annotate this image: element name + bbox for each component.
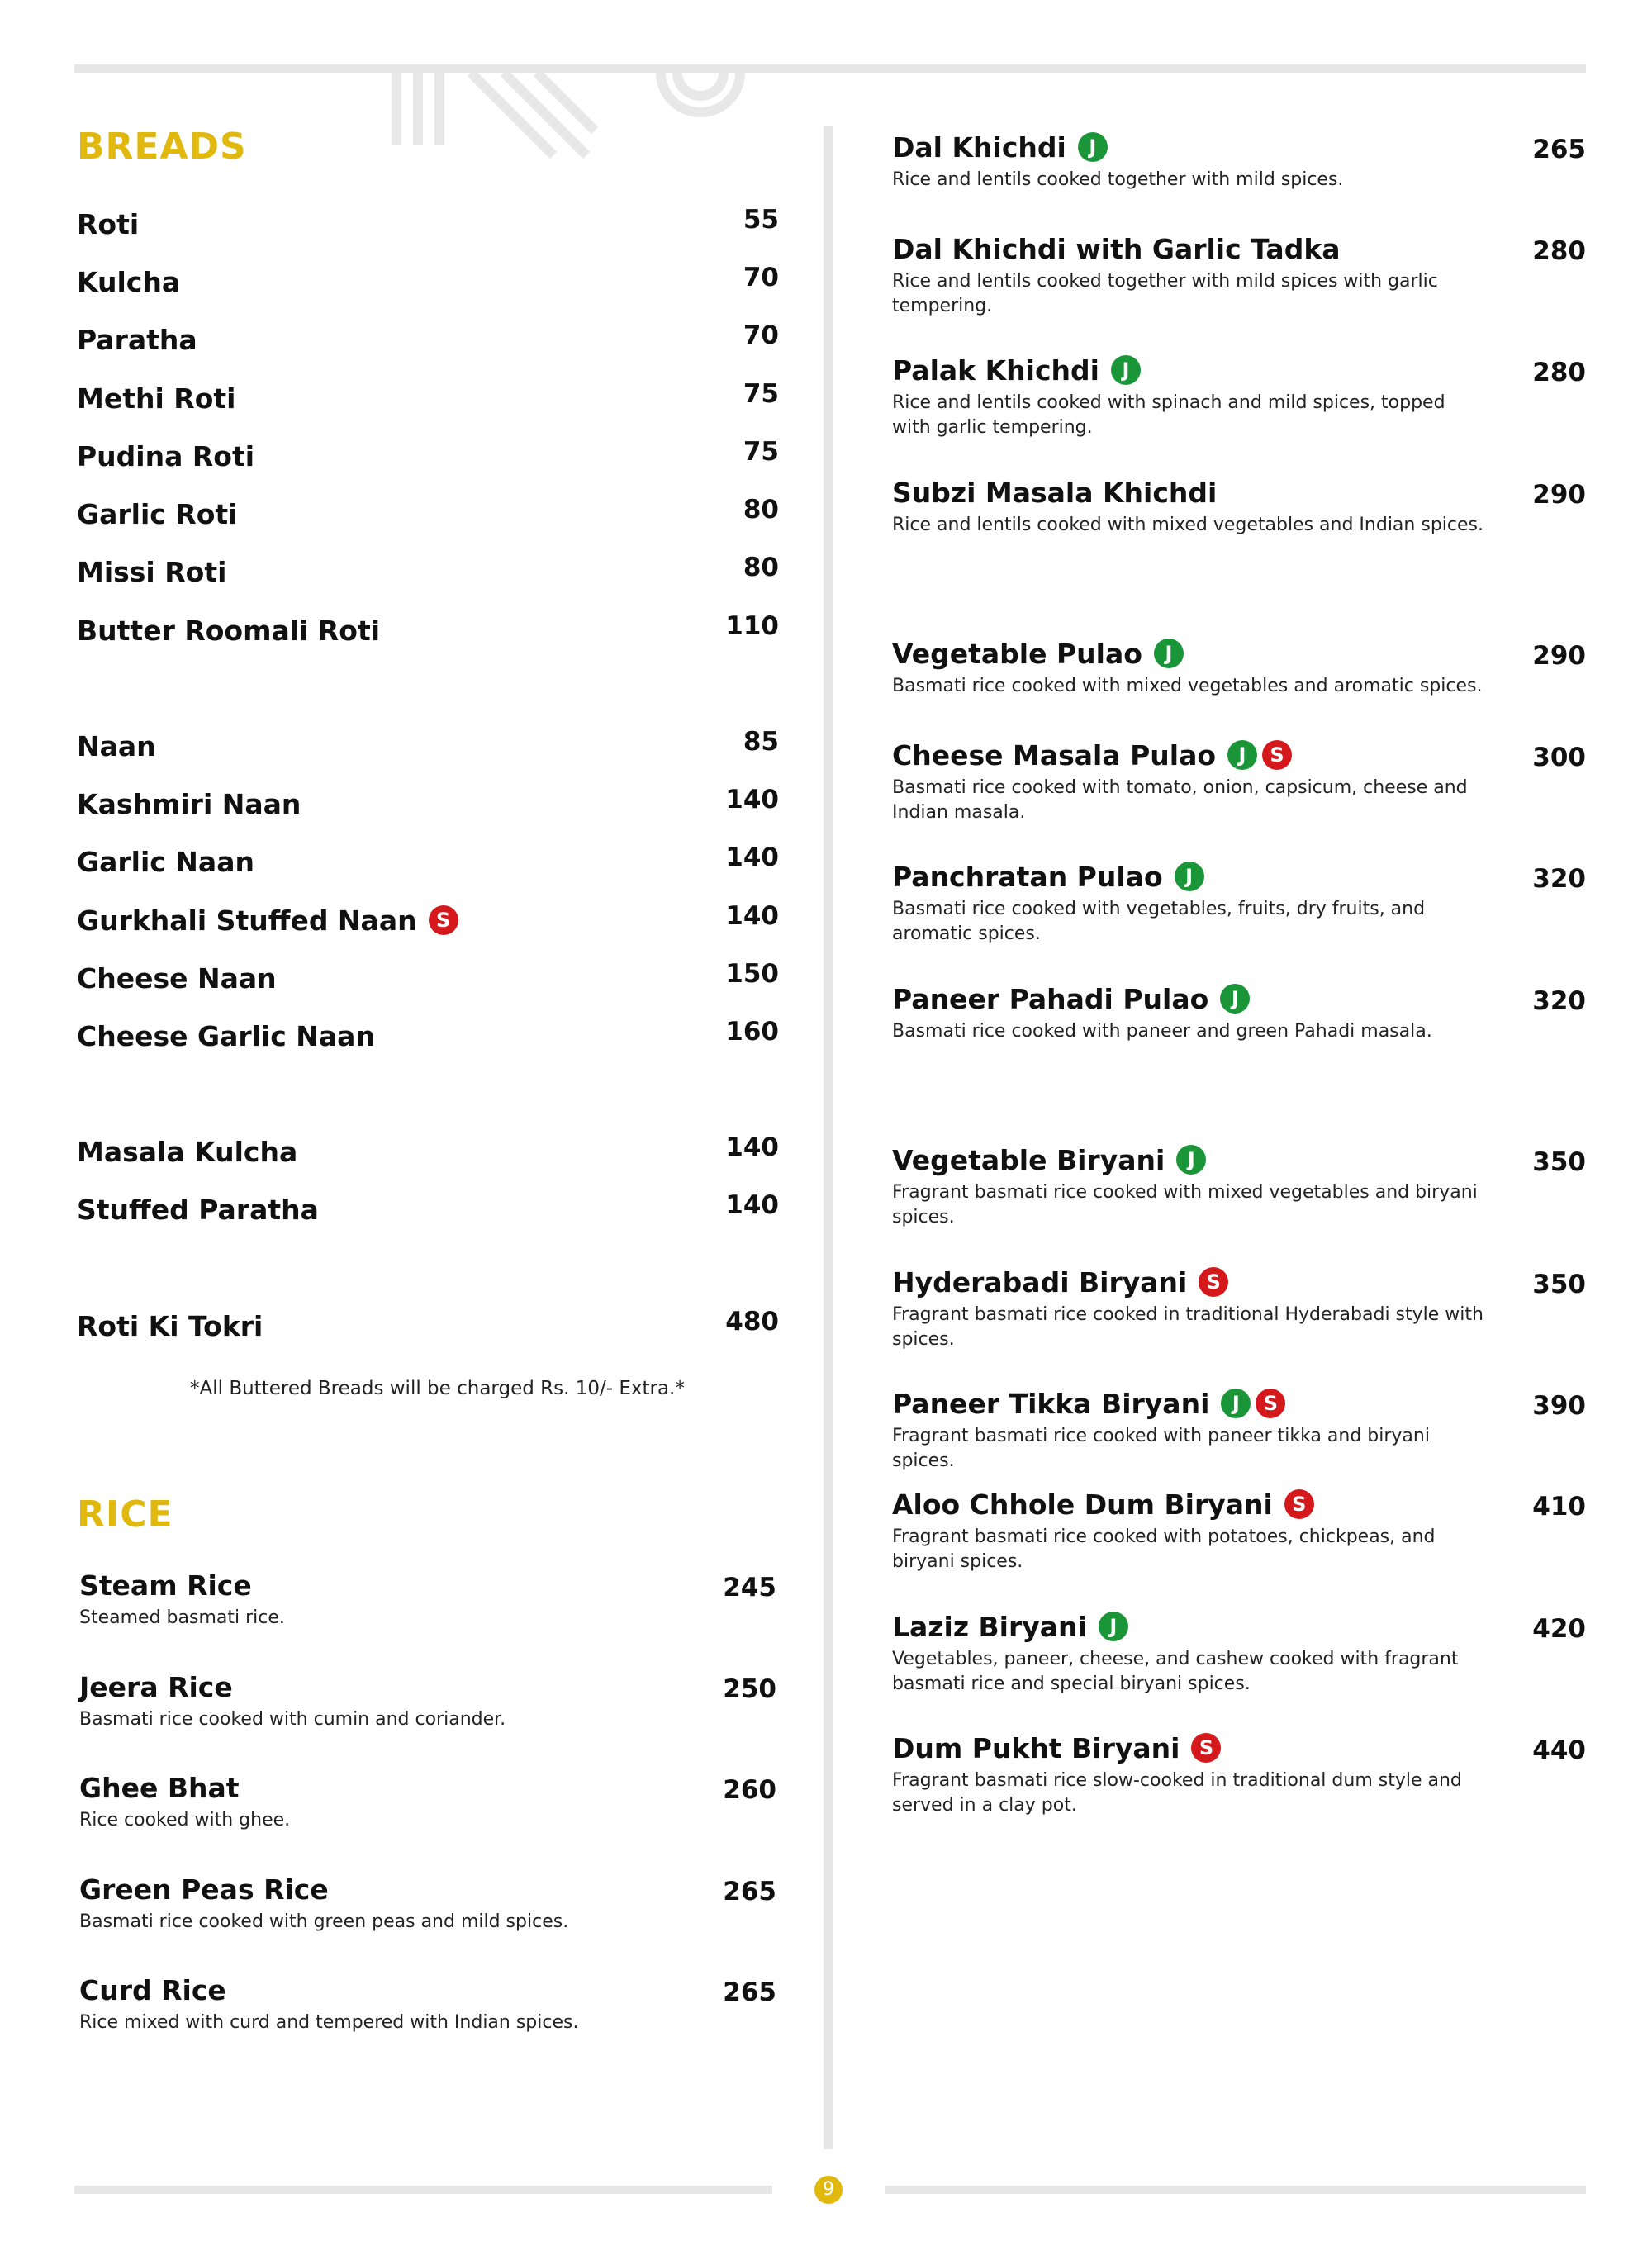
item-price: 70 xyxy=(743,320,779,350)
item-name: Kulcha xyxy=(77,266,181,298)
item-description: Fragrant basmati rice cooked with paneer tikka and biryani spices. xyxy=(892,1426,1430,1471)
item-name: Ghee Bhat xyxy=(79,1772,240,1804)
item-name: Aloo Chhole Dum Biryani xyxy=(892,1488,1273,1521)
item-price: 140 xyxy=(725,785,779,814)
item-price: 320 xyxy=(1532,986,1586,1016)
dish-item xyxy=(892,353,1586,440)
item-price: 300 xyxy=(1532,743,1586,772)
dish-item xyxy=(892,981,1586,1044)
item-name: Palak Khichdi xyxy=(892,354,1099,387)
item-description: Fragrant basmati rice slow-cooked in traditional dum style and served in a clay pot. xyxy=(892,1770,1462,1816)
item-price: 280 xyxy=(1532,236,1586,266)
bottom-rule-right xyxy=(885,2186,1586,2194)
item-name: Cheese Naan xyxy=(77,962,277,995)
bread-item xyxy=(77,261,779,304)
item-price: 390 xyxy=(1532,1391,1586,1421)
item-price: 480 xyxy=(725,1307,779,1337)
breads-title: BREADS xyxy=(77,126,247,168)
item-description: Vegetables, paneer, cheese, and cashew cooked with fragrant basmati rice and special biryani spices. xyxy=(892,1649,1459,1694)
bread-item xyxy=(77,900,779,942)
item-price: 140 xyxy=(725,843,779,872)
dish-item xyxy=(892,738,1586,825)
item-name: Vegetable Biryani xyxy=(892,1144,1165,1176)
item-description: Steamed basmati rice. xyxy=(79,1607,285,1628)
item-description: Fragrant basmati rice cooked with potatoes, chickpeas, and biryani spices. xyxy=(892,1526,1436,1572)
rice-item xyxy=(79,1872,776,1935)
item-name: Laziz Biryani xyxy=(892,1611,1087,1643)
spicy-badge: S xyxy=(1262,740,1292,770)
bread-item xyxy=(77,725,779,768)
bread-item xyxy=(77,493,779,536)
item-name: Panchratan Pulao xyxy=(892,861,1163,893)
spicy-badge: S xyxy=(1191,1733,1221,1763)
item-description: Rice and lentils cooked with spinach and mild spices, topped with garlic tempering. xyxy=(892,392,1446,438)
item-description: Basmati rice cooked with paneer and green Pahadi masala. xyxy=(892,1021,1432,1042)
item-price: 410 xyxy=(1532,1492,1586,1522)
dish-item xyxy=(892,1386,1586,1474)
item-description: Rice cooked with ghee. xyxy=(79,1810,291,1830)
item-description: Fragrant basmati rice cooked in traditional Hyderabadi style with spices. xyxy=(892,1304,1483,1350)
item-name: Steam Rice xyxy=(79,1569,252,1602)
decorative-pattern xyxy=(388,73,752,188)
item-price: 150 xyxy=(725,959,779,989)
item-description: Rice mixed with curd and tempered with Indian spices. xyxy=(79,2012,579,2033)
bottom-rule-left xyxy=(74,2186,772,2194)
item-name: Naan xyxy=(77,730,156,762)
item-price: 320 xyxy=(1532,864,1586,894)
bread-item xyxy=(77,1189,779,1232)
dish-item xyxy=(892,636,1586,699)
item-name: Roti Ki Tokri xyxy=(77,1310,263,1342)
dish-item xyxy=(892,231,1586,319)
item-description: Basmati rice cooked with mixed vegetables and aromatic spices. xyxy=(892,676,1483,696)
jain-badge: J xyxy=(1078,132,1108,162)
item-name: Pudina Roti xyxy=(77,440,255,472)
item-name: Subzi Masala Khichdi xyxy=(892,477,1218,509)
jain-badge: J xyxy=(1099,1612,1128,1641)
dish-item xyxy=(892,1609,1586,1697)
item-price: 265 xyxy=(723,1877,776,1906)
item-name: Jeera Rice xyxy=(79,1671,233,1703)
jain-badge: J xyxy=(1220,984,1250,1014)
item-name: Roti xyxy=(77,208,140,240)
item-price: 140 xyxy=(725,1190,779,1220)
rice-item xyxy=(79,1568,776,1631)
item-price: 280 xyxy=(1532,358,1586,387)
top-rule xyxy=(74,64,1586,73)
bread-item xyxy=(77,1015,779,1058)
spicy-badge: S xyxy=(429,905,458,935)
item-name: Paneer Pahadi Pulao xyxy=(892,983,1209,1015)
item-name: Vegetable Pulao xyxy=(892,638,1142,670)
bread-item xyxy=(77,435,779,478)
item-price: 290 xyxy=(1532,480,1586,510)
jain-badge: J xyxy=(1176,1145,1206,1175)
item-description: Basmati rice cooked with vegetables, fruits, dry fruits, and aromatic spices. xyxy=(892,899,1426,944)
item-name: Butter Roomali Roti xyxy=(77,615,381,647)
item-price: 250 xyxy=(723,1674,776,1704)
bread-item xyxy=(77,841,779,884)
item-price: 245 xyxy=(723,1573,776,1602)
column-divider xyxy=(824,126,833,2149)
item-description: Basmati rice cooked with cumin and coriander. xyxy=(79,1709,506,1730)
item-name: Dal Khichdi with Garlic Tadka xyxy=(892,233,1341,265)
bread-item xyxy=(77,551,779,594)
item-price: 420 xyxy=(1532,1614,1586,1644)
item-description: Rice and lentils cooked together with mild spices. xyxy=(892,169,1344,190)
dish-item xyxy=(892,475,1586,538)
item-description: Basmati rice cooked with tomato, onion, capsicum, cheese and Indian masala. xyxy=(892,777,1468,823)
page-number: 9 xyxy=(814,2176,843,2204)
rice-item xyxy=(79,1669,776,1732)
item-price: 290 xyxy=(1532,641,1586,671)
item-name: Green Peas Rice xyxy=(79,1873,329,1906)
rice-item xyxy=(79,1973,776,2035)
spicy-badge: S xyxy=(1199,1267,1228,1297)
bread-item xyxy=(77,957,779,1000)
item-name: Missi Roti xyxy=(77,556,227,588)
item-name: Garlic Roti xyxy=(77,498,238,530)
jain-badge: J xyxy=(1154,639,1184,668)
item-name: Kashmiri Naan xyxy=(77,788,301,820)
dish-item xyxy=(892,859,1586,947)
dish-item xyxy=(892,1487,1586,1574)
item-description: Rice and lentils cooked together with mild spices with garlic tempering. xyxy=(892,271,1438,316)
item-price: 440 xyxy=(1532,1735,1586,1765)
item-name: Curd Rice xyxy=(79,1974,226,2006)
dish-item xyxy=(892,1142,1586,1230)
item-name: Dal Khichdi xyxy=(892,131,1066,164)
bread-item xyxy=(77,783,779,826)
item-name: Garlic Naan xyxy=(77,846,254,878)
item-price: 70 xyxy=(743,263,779,292)
dish-item xyxy=(892,1731,1586,1818)
item-name: Paratha xyxy=(77,324,197,356)
bread-item xyxy=(77,319,779,362)
item-name: Hyderabadi Biryani xyxy=(892,1266,1188,1299)
item-description: Basmati rice cooked with green peas and mild spices. xyxy=(79,1911,569,1932)
bread-item xyxy=(77,377,779,420)
item-price: 80 xyxy=(743,495,779,525)
spicy-badge: S xyxy=(1256,1389,1285,1418)
bread-item xyxy=(77,610,779,653)
item-description: Rice and lentils cooked with mixed vegetables and Indian spices. xyxy=(892,515,1483,535)
spicy-badge: S xyxy=(1284,1489,1314,1519)
jain-badge: J xyxy=(1175,862,1204,891)
item-price: 260 xyxy=(723,1775,776,1805)
item-price: 265 xyxy=(1532,135,1586,164)
buttered-breads-note: *All Buttered Breads will be charged Rs. 10/- Extra.* xyxy=(190,1378,685,1399)
item-name: Masala Kulcha xyxy=(77,1136,298,1168)
item-price: 55 xyxy=(743,205,779,235)
jain-badge: J xyxy=(1227,740,1257,770)
bread-item xyxy=(77,1305,779,1348)
bread-item xyxy=(77,203,779,246)
item-price: 350 xyxy=(1532,1270,1586,1299)
item-name: Dum Pukht Biryani xyxy=(892,1732,1180,1764)
item-price: 75 xyxy=(743,379,779,409)
item-name: Cheese Garlic Naan xyxy=(77,1020,375,1052)
item-price: 265 xyxy=(723,1978,776,2007)
item-price: 160 xyxy=(725,1017,779,1047)
item-price: 75 xyxy=(743,437,779,467)
dish-item xyxy=(892,130,1586,192)
item-name: Methi Roti xyxy=(77,382,236,415)
item-price: 350 xyxy=(1532,1147,1586,1177)
jain-badge: J xyxy=(1111,355,1141,385)
item-name: Paneer Tikka Biryani xyxy=(892,1388,1210,1420)
item-price: 80 xyxy=(743,553,779,582)
bread-item xyxy=(77,1131,779,1174)
item-price: 140 xyxy=(725,1132,779,1162)
item-name: Gurkhali Stuffed Naan xyxy=(77,904,417,937)
item-price: 85 xyxy=(743,727,779,757)
item-name: Cheese Masala Pulao xyxy=(892,739,1217,772)
item-name: Stuffed Paratha xyxy=(77,1194,319,1226)
rice-title: RICE xyxy=(77,1493,173,1536)
dish-item xyxy=(892,1265,1586,1352)
item-price: 110 xyxy=(725,611,779,641)
jain-badge: J xyxy=(1221,1389,1251,1418)
item-description: Fragrant basmati rice cooked with mixed vegetables and biryani spices. xyxy=(892,1182,1478,1227)
item-price: 140 xyxy=(725,901,779,931)
rice-item xyxy=(79,1770,776,1833)
